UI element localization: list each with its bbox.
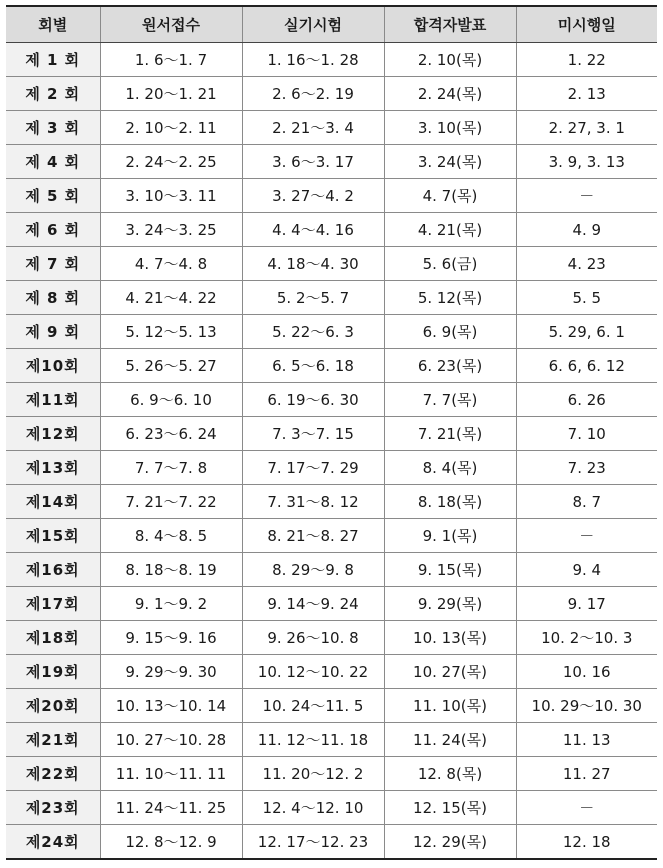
non-exam-day-cell: 2. 13 [516, 77, 657, 111]
non-exam-day-cell: － [516, 791, 657, 825]
application-cell: 5. 12～5. 13 [100, 315, 242, 349]
practical-exam-cell: 1. 16～1. 28 [242, 43, 384, 77]
table-row [6, 757, 657, 791]
application-cell: 1. 6～1. 7 [100, 43, 242, 77]
result-cell: 2. 24(목) [384, 77, 516, 111]
non-exam-day-cell: 11. 13 [516, 723, 657, 757]
non-exam-day-cell: 9. 4 [516, 553, 657, 587]
round-cell: 제 6 회 [6, 213, 100, 247]
practical-exam-cell: 6. 19～6. 30 [242, 383, 384, 417]
practical-exam-cell: 10. 12～10. 22 [242, 655, 384, 689]
table-row [6, 213, 657, 247]
application-cell: 4. 21～4. 22 [100, 281, 242, 315]
round-cell: 제 5 회 [6, 179, 100, 213]
practical-exam-cell: 12. 17～12. 23 [242, 825, 384, 860]
result-cell: 2. 10(목) [384, 43, 516, 77]
result-cell: 11. 10(목) [384, 689, 516, 723]
round-cell: 제15회 [6, 519, 100, 553]
application-cell: 9. 1～9. 2 [100, 587, 242, 621]
result-cell: 12. 15(목) [384, 791, 516, 825]
application-cell: 2. 10～2. 11 [100, 111, 242, 145]
practical-exam-cell: 4. 18～4. 30 [242, 247, 384, 281]
application-cell: 3. 24～3. 25 [100, 213, 242, 247]
non-exam-day-cell: 7. 10 [516, 417, 657, 451]
practical-exam-cell: 5. 2～5. 7 [242, 281, 384, 315]
application-cell: 9. 29～9. 30 [100, 655, 242, 689]
non-exam-day-cell: 5. 5 [516, 281, 657, 315]
non-exam-day-cell: 2. 27, 3. 1 [516, 111, 657, 145]
non-exam-day-cell: 8. 7 [516, 485, 657, 519]
non-exam-day-cell: 4. 23 [516, 247, 657, 281]
result-cell: 5. 12(목) [384, 281, 516, 315]
table-row [6, 655, 657, 689]
round-cell: 제22회 [6, 757, 100, 791]
table-row [6, 111, 657, 145]
table-row [6, 315, 657, 349]
non-exam-day-cell: 7. 23 [516, 451, 657, 485]
table-row [6, 145, 657, 179]
non-exam-day-cell: 3. 9, 3. 13 [516, 145, 657, 179]
result-cell: 12. 29(목) [384, 825, 516, 860]
result-cell: 8. 4(목) [384, 451, 516, 485]
practical-exam-cell: 10. 24～11. 5 [242, 689, 384, 723]
application-cell: 11. 10～11. 11 [100, 757, 242, 791]
practical-exam-cell: 7. 31～8. 12 [242, 485, 384, 519]
table-row [6, 825, 657, 860]
round-cell: 제13회 [6, 451, 100, 485]
result-cell: 11. 24(목) [384, 723, 516, 757]
round-cell: 제21회 [6, 723, 100, 757]
round-cell: 제 8 회 [6, 281, 100, 315]
table-row [6, 77, 657, 111]
practical-exam-cell: 3. 6～3. 17 [242, 145, 384, 179]
result-cell: 9. 29(목) [384, 587, 516, 621]
practical-exam-cell: 9. 14～9. 24 [242, 587, 384, 621]
application-cell: 2. 24～2. 25 [100, 145, 242, 179]
application-cell: 12. 8～12. 9 [100, 825, 242, 860]
result-cell: 4. 21(목) [384, 213, 516, 247]
application-cell: 1. 20～1. 21 [100, 77, 242, 111]
practical-exam-cell: 11. 20～12. 2 [242, 757, 384, 791]
round-cell: 제20회 [6, 689, 100, 723]
application-cell: 6. 23～6. 24 [100, 417, 242, 451]
table-header [6, 6, 657, 43]
non-exam-day-cell: 1. 22 [516, 43, 657, 77]
application-cell: 4. 7～4. 8 [100, 247, 242, 281]
practical-exam-cell: 8. 29～9. 8 [242, 553, 384, 587]
result-cell: 3. 24(목) [384, 145, 516, 179]
round-cell: 제 4 회 [6, 145, 100, 179]
application-cell: 8. 18～8. 19 [100, 553, 242, 587]
application-cell: 8. 4～8. 5 [100, 519, 242, 553]
result-cell: 6. 9(목) [384, 315, 516, 349]
practical-exam-cell: 12. 4～12. 10 [242, 791, 384, 825]
header-round: 회별 [6, 6, 100, 43]
round-cell: 제10회 [6, 349, 100, 383]
practical-exam-cell: 2. 6～2. 19 [242, 77, 384, 111]
round-cell: 제 1 회 [6, 43, 100, 77]
practical-exam-cell: 11. 12～11. 18 [242, 723, 384, 757]
table-row [6, 43, 657, 77]
table-row [6, 383, 657, 417]
header-application: 원서접수 [100, 6, 242, 43]
non-exam-day-cell: 6. 26 [516, 383, 657, 417]
non-exam-day-cell: － [516, 179, 657, 213]
round-cell: 제19회 [6, 655, 100, 689]
non-exam-day-cell: 9. 17 [516, 587, 657, 621]
result-cell: 12. 8(목) [384, 757, 516, 791]
non-exam-day-cell: 10. 16 [516, 655, 657, 689]
header-row [6, 6, 657, 43]
table-row [6, 723, 657, 757]
table-row [6, 587, 657, 621]
round-cell: 제23회 [6, 791, 100, 825]
result-cell: 9. 15(목) [384, 553, 516, 587]
round-cell: 제16회 [6, 553, 100, 587]
table-row [6, 519, 657, 553]
table-row [6, 349, 657, 383]
result-cell: 10. 13(목) [384, 621, 516, 655]
round-cell: 제12회 [6, 417, 100, 451]
table-row [6, 281, 657, 315]
application-cell: 11. 24～11. 25 [100, 791, 242, 825]
non-exam-day-cell: － [516, 519, 657, 553]
header-practical-exam: 실기시험 [242, 6, 384, 43]
round-cell: 제18회 [6, 621, 100, 655]
result-cell: 9. 1(목) [384, 519, 516, 553]
practical-exam-cell: 7. 17～7. 29 [242, 451, 384, 485]
exam-schedule-table [6, 5, 657, 860]
round-cell: 제17회 [6, 587, 100, 621]
result-cell: 4. 7(목) [384, 179, 516, 213]
non-exam-day-cell: 6. 6, 6. 12 [516, 349, 657, 383]
header-non-exam-days: 미시행일 [516, 6, 657, 43]
application-cell: 9. 15～9. 16 [100, 621, 242, 655]
non-exam-day-cell: 5. 29, 6. 1 [516, 315, 657, 349]
round-cell: 제 3 회 [6, 111, 100, 145]
round-cell: 제 2 회 [6, 77, 100, 111]
practical-exam-cell: 4. 4～4. 16 [242, 213, 384, 247]
application-cell: 6. 9～6. 10 [100, 383, 242, 417]
practical-exam-cell: 7. 3～7. 15 [242, 417, 384, 451]
table-row [6, 485, 657, 519]
application-cell: 3. 10～3. 11 [100, 179, 242, 213]
result-cell: 7. 7(목) [384, 383, 516, 417]
round-cell: 제11회 [6, 383, 100, 417]
practical-exam-cell: 3. 27～4. 2 [242, 179, 384, 213]
table-body [6, 43, 657, 860]
round-cell: 제24회 [6, 825, 100, 860]
practical-exam-cell: 2. 21～3. 4 [242, 111, 384, 145]
table-row [6, 451, 657, 485]
application-cell: 7. 7～7. 8 [100, 451, 242, 485]
table-row [6, 247, 657, 281]
result-cell: 3. 10(목) [384, 111, 516, 145]
application-cell: 10. 13～10. 14 [100, 689, 242, 723]
non-exam-day-cell: 10. 29～10. 30 [516, 689, 657, 723]
application-cell: 7. 21～7. 22 [100, 485, 242, 519]
practical-exam-cell: 5. 22～6. 3 [242, 315, 384, 349]
table-row [6, 689, 657, 723]
table-row [6, 179, 657, 213]
table-row [6, 621, 657, 655]
round-cell: 제14회 [6, 485, 100, 519]
result-cell: 8. 18(목) [384, 485, 516, 519]
table-row [6, 417, 657, 451]
non-exam-day-cell: 11. 27 [516, 757, 657, 791]
result-cell: 5. 6(금) [384, 247, 516, 281]
result-cell: 10. 27(목) [384, 655, 516, 689]
round-cell: 제 9 회 [6, 315, 100, 349]
table-row [6, 791, 657, 825]
application-cell: 10. 27～10. 28 [100, 723, 242, 757]
non-exam-day-cell: 12. 18 [516, 825, 657, 860]
non-exam-day-cell: 10. 2～10. 3 [516, 621, 657, 655]
practical-exam-cell: 8. 21～8. 27 [242, 519, 384, 553]
header-result-announcement: 합격자발표 [384, 6, 516, 43]
table-row [6, 553, 657, 587]
practical-exam-cell: 6. 5～6. 18 [242, 349, 384, 383]
round-cell: 제 7 회 [6, 247, 100, 281]
non-exam-day-cell: 4. 9 [516, 213, 657, 247]
application-cell: 5. 26～5. 27 [100, 349, 242, 383]
result-cell: 7. 21(목) [384, 417, 516, 451]
result-cell: 6. 23(목) [384, 349, 516, 383]
practical-exam-cell: 9. 26～10. 8 [242, 621, 384, 655]
